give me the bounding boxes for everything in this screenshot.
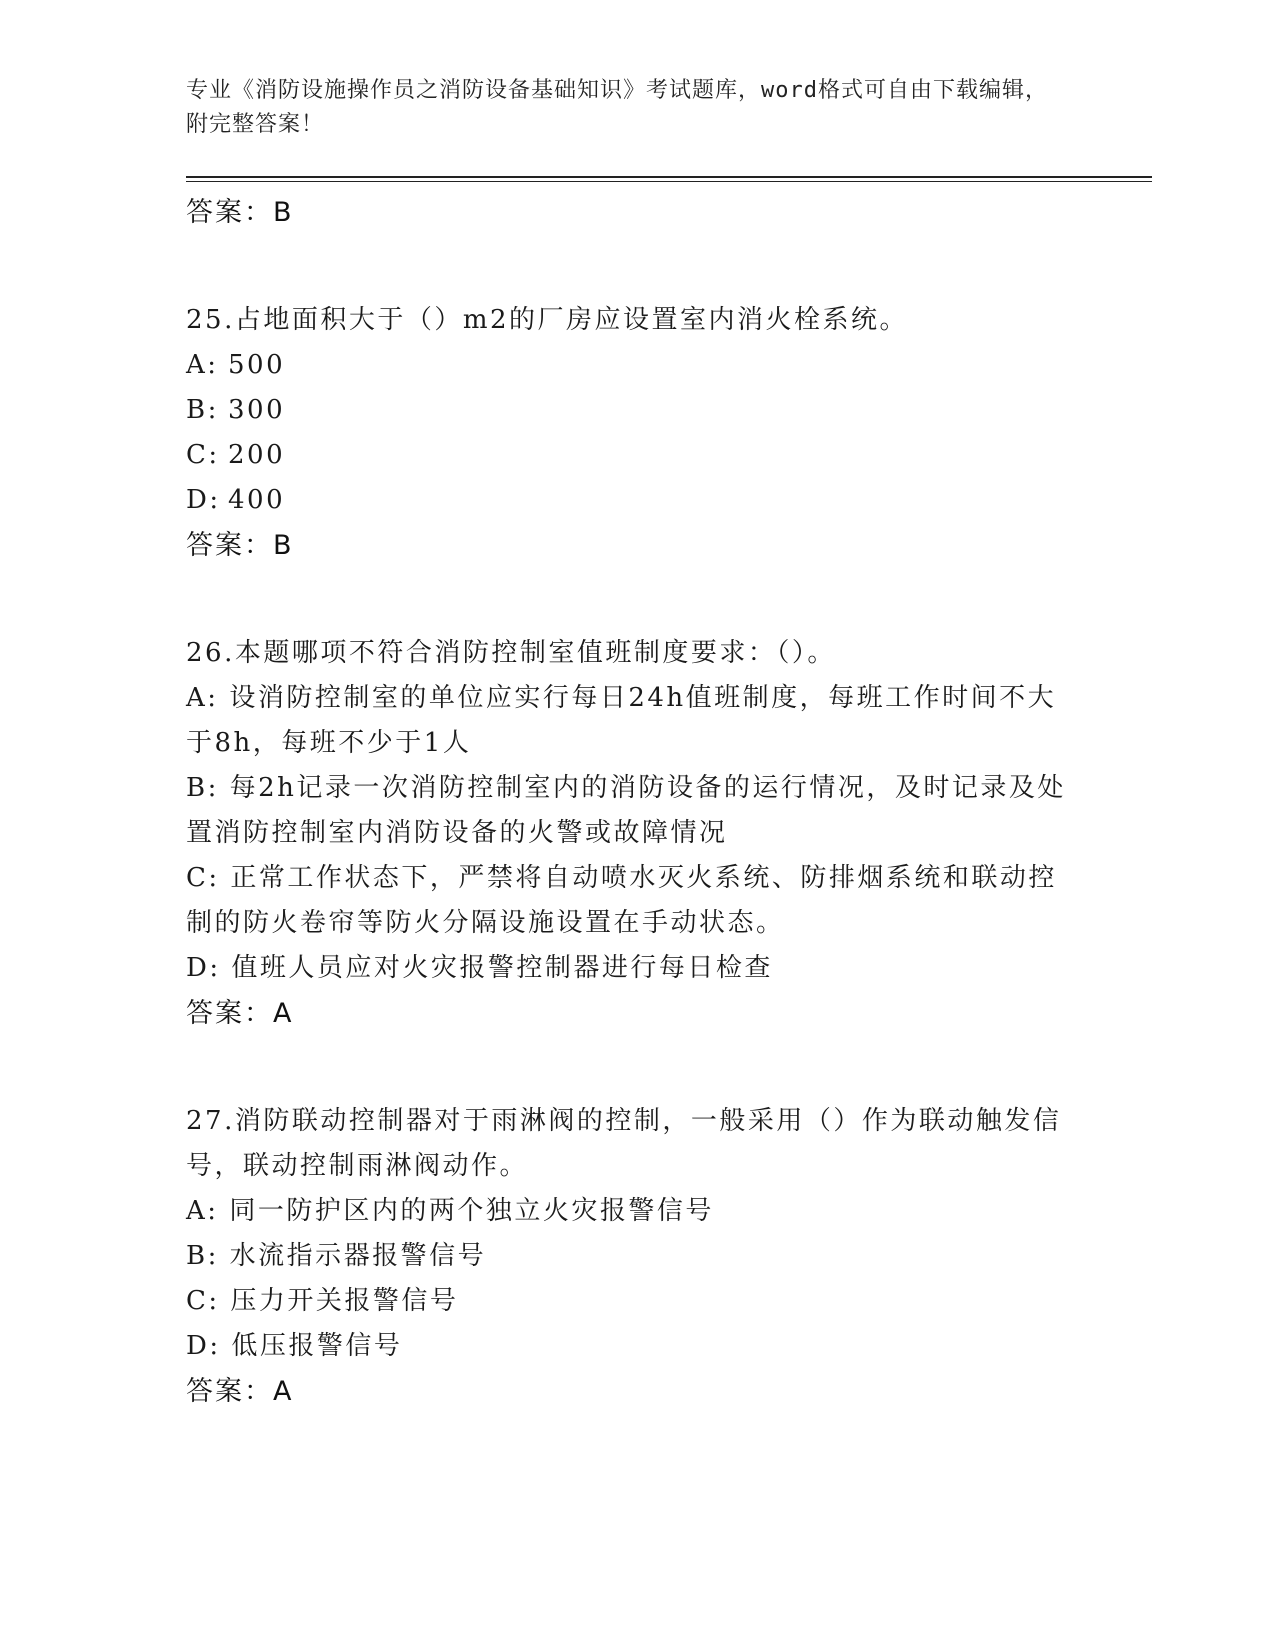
option-text: 300 bbox=[228, 395, 286, 425]
question-stem: 26.本题哪项不符合消防控制室值班制度要求：（）。 bbox=[186, 638, 836, 668]
answer-line: 答案：A bbox=[186, 998, 294, 1029]
option-text: 500 bbox=[228, 350, 286, 380]
option-text: 压力开关报警信号 bbox=[230, 1286, 459, 1316]
option-b bbox=[186, 388, 1066, 433]
option-letter: B: bbox=[186, 395, 219, 425]
header-divider-thick bbox=[186, 176, 1152, 178]
answer-line: 答案：B bbox=[186, 197, 294, 228]
header-divider-thin bbox=[186, 181, 1152, 182]
option-a bbox=[186, 676, 1066, 766]
question-25 bbox=[186, 298, 1066, 569]
option-text: 值班人员应对火灾报警控制器进行每日检查 bbox=[231, 953, 773, 983]
option-letter: D: bbox=[186, 953, 221, 983]
question-stem: 25.占地面积大于（）m2的厂房应设置室内消火栓系统。 bbox=[186, 305, 909, 335]
option-b bbox=[186, 766, 1066, 856]
option-letter: B: bbox=[186, 1241, 219, 1271]
option-text: 水流指示器报警信号 bbox=[229, 1241, 487, 1271]
option-c bbox=[186, 433, 1066, 478]
question-27 bbox=[186, 1099, 1066, 1415]
option-letter: C: bbox=[186, 440, 220, 470]
option-a bbox=[186, 1189, 1066, 1234]
option-a bbox=[186, 343, 1066, 388]
option-d bbox=[186, 478, 1066, 523]
option-letter: A: bbox=[186, 683, 219, 713]
page-header: 专业《消防设施操作员之消防设备基础知识》考试题库，word格式可自由下载编辑，附完整答案！ bbox=[186, 78, 1048, 137]
option-text: 200 bbox=[228, 440, 286, 470]
question-list bbox=[186, 190, 1066, 1415]
question-26 bbox=[186, 631, 1066, 1037]
option-letter: A: bbox=[186, 1196, 219, 1226]
option-letter: A: bbox=[186, 350, 219, 380]
option-letter: C: bbox=[186, 1286, 220, 1316]
option-letter: B: bbox=[186, 773, 219, 803]
answer-line: 答案：A bbox=[186, 1376, 294, 1407]
answer-line: 答案：B bbox=[186, 530, 294, 561]
option-text: 正常工作状态下，严禁将自动喷水灭火系统、防排烟系统和联动控制的防火卷帘等防火分隔设施设置在手动状态。 bbox=[186, 863, 1057, 938]
option-text: 每2h记录一次消防控制室内的消防设备的运行情况，及时记录及处置消防控制室内消防设备的火警或故障情况 bbox=[186, 773, 1066, 848]
option-text: 400 bbox=[228, 485, 286, 515]
option-d bbox=[186, 1324, 1066, 1369]
option-d bbox=[186, 946, 1066, 991]
option-letter: D: bbox=[186, 1331, 221, 1361]
option-letter: C: bbox=[186, 863, 220, 893]
option-text: 低压报警信号 bbox=[231, 1331, 403, 1361]
option-c bbox=[186, 1279, 1066, 1324]
question-stem: 27.消防联动控制器对于雨淋阀的控制，一般采用（）作为联动触发信号，联动控制雨淋阀动作。 bbox=[186, 1106, 1062, 1181]
option-letter: D: bbox=[186, 485, 221, 515]
option-b bbox=[186, 1234, 1066, 1279]
option-text: 同一防护区内的两个独立火灾报警信号 bbox=[229, 1196, 714, 1226]
option-text: 设消防控制室的单位应实行每日24h值班制度，每班工作时间不大于8h，每班不少于1人 bbox=[186, 683, 1057, 758]
option-c bbox=[186, 856, 1066, 946]
